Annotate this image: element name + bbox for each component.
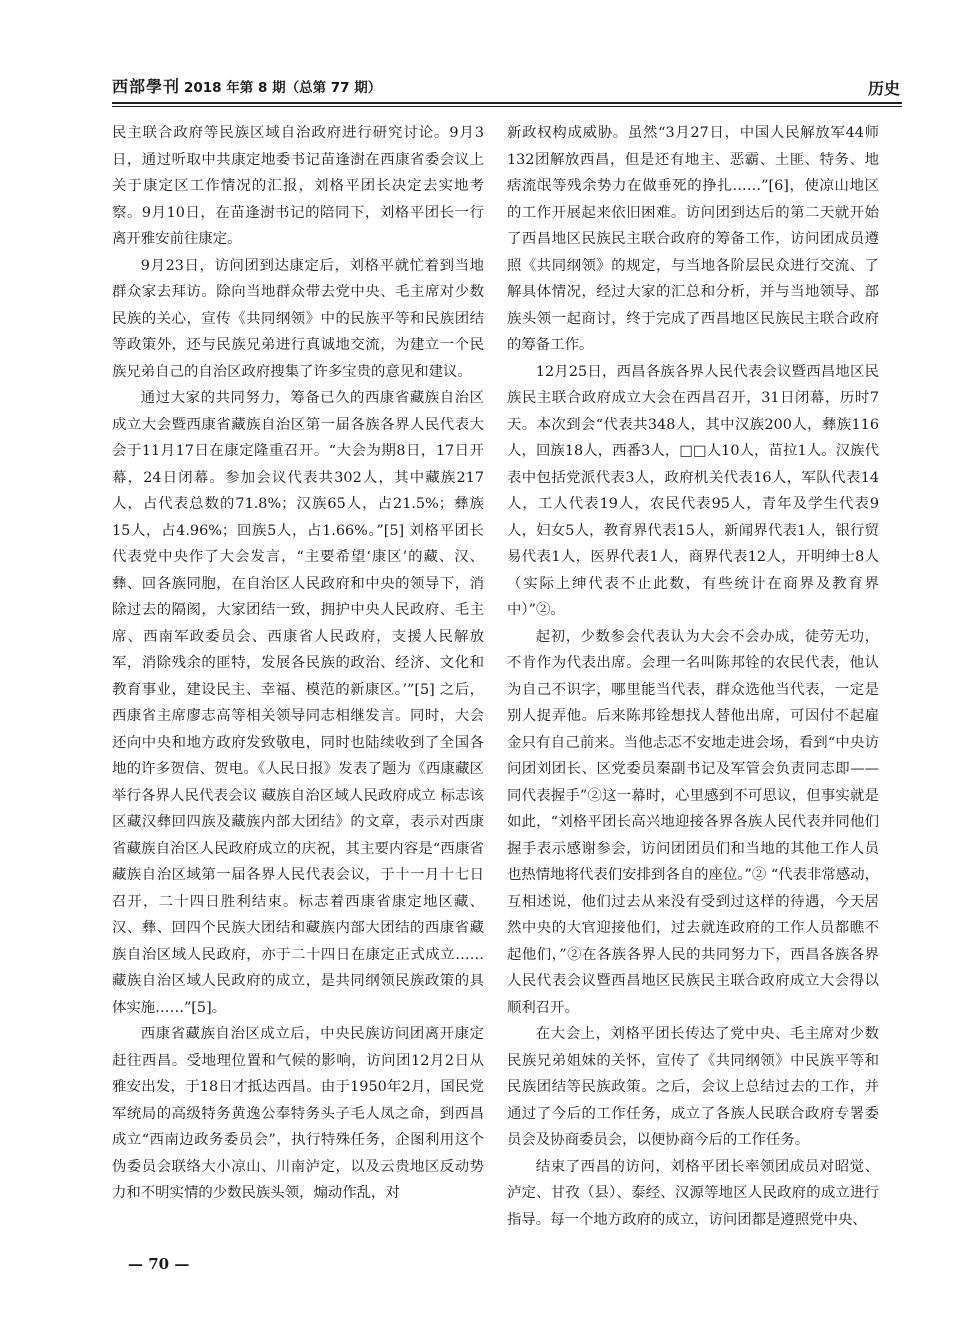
- section-label: 历史: [867, 79, 900, 98]
- paragraph: 结束了西昌的访问，刘格平团长率领团成员对昭觉、泸定、甘孜（县）、泰经、汉源等地区人民政府的成立进行指导。每一个地方政府的成立，访问团都是遵照党中央、: [507, 1158, 879, 1228]
- journal-logo: 西部學刊: [112, 77, 181, 96]
- left-column: [112, 120, 484, 1207]
- paragraph: 9月23日，访问团到达康定后，刘格平就忙着到当地群众家去拜访。除向当地群众带去党中央、毛主席对少数民族的关心，宣传《共同纲领》中的民族平等和民族团结等政策外，还与民族兄弟进行真诚地交流，为建立一个民族兄弟自己的自治区政府搜集了许多宝贵的意见和建议。: [112, 257, 484, 380]
- page-header: [112, 74, 900, 102]
- paragraph: 西康省藏族自治区成立后，中央民族访问团离开康定赶往西昌。受地理位置和气候的影响，访问团12月2日从雅安出发，于18日才抵达西昌。由于1950年2月，国民党军统局的高级特务黄逸公奉特务头子毛人凤之命，到西昌成立“西南边政务委员会”，执行特殊任务，企图利用这个伪委员会联络大小凉山、川南泸定，以及云贵地区反动势力和不明实情的少数民族头领，煽动作乱，对: [112, 1026, 484, 1201]
- issue-info: 2018 年第 8 期（总第 77 期）: [184, 80, 382, 96]
- header-rule: [112, 102, 902, 104]
- paragraph: 12月25日，西昌各族各界人民代表会议暨西昌地区民族民主联合政府成立大会在西昌召开，31日闭幕，历时7天。本次到会“代表共348人，其中汉族200人，彝族116人，回族18人，西番3人，□□人10人，苗拉1人。汉族代表中包括党派代表3人，政府机关代表16人，军队代表14人，工人代表19人，农民代表95人，青年及学生代表9人，妇女5人，教育界代表15人，新闻界代表1人，银行贸易代表1人，医界代表1人，商界代表12人，开明绅士8人（实际上绅代表不止此数，有些统计在商界及教育界中）”②。: [507, 363, 879, 618]
- page-number: — 70 —: [128, 1255, 190, 1273]
- paragraph: 在大会上，刘格平团长传达了党中央、毛主席对少数民族兄弟姐妹的关怀，宣传了《共同纲领》中民族平等和民族团结等民族政策。之后，会议上总结过去的工作，并通过了今后的工作任务，成立了各族人民联合政府专署委员会及协商委员会，以便协商今后的工作任务。: [507, 1026, 879, 1148]
- header-rule-thin: [112, 106, 902, 107]
- paragraph: 新政权构成威胁。虽然“3月27日，中国人民解放军44师132团解放西昌，但是还有地主、恶霸、土匪、特务、地痞流氓等残余势力在做垂死的挣扎……”[6]，使凉山地区的工作开展起来依旧困难。访问团到达后的第二天就开始了西昌地区民族民主联合政府的筹备工作，访问团成员遵照《共同纲领》的规定，与当地各阶层民众进行交流、了解具体情况，经过大家的汇总和分析，并与当地领导、部族头领一起商讨，终于完成了西昌地区民族民主联合政府的筹备工作。: [507, 125, 879, 353]
- right-column: [507, 120, 879, 1233]
- paragraph: 民主联合政府等民族区域自治政府进行研究讨论。9月3日，通过听取中共康定地委书记苗逢澍在西康省委会议上关于康定区工作情况的汇报，刘格平团长决定去实地考察。9月10日，在苗逢澍书记的陪同下，刘格平团长一行离开雅安前往康定。: [112, 125, 484, 247]
- paragraph: 通过大家的共同努力，筹备已久的西康省藏族自治区成立大会暨西康省藏族自治区第一届各族各界人民代表大会于11月17日在康定隆重召开。“大会为期8日，17日开幕，24日闭幕。参加会议代表共302人，其中藏族217人，占代表总数的71.8%；汉族65人，占21.5%；彝族15人，占4.96%；回族5人，占1.66%。”[5] 刘格平团长代表党中央作了大会发言，“主要希望‘康区’的藏、汉、彝、回各族同胞，在自治区人民政府和中央的领导下，消除过去的隔阂，大家团结一致，拥护中央人民政府、毛主席、西南军政委员会、西康省人民政府，支援人民解放军，消除残余的匪特，发展各民族的政治、经济、文化和教育事业，建设民主、幸福、模范的新康区。’”[5] 之后，西康省主席廖志高等相关领导同志相继发言。同时，大会还向中央和地方政府发致敬电，同时也陆续收到了全国各地的许多贺信、贺电。《人民日报》发表了题为《西康藏区举行各界人民代表会议 藏族自治区域人民政府成立 标志该区藏汉彝回四族及藏族内部大团结》的文章，表示对西康省藏族自治区人民政府成立的庆祝，其主要内容是“西康省藏族自治区域第一届各界人民代表会议，于十一月十七日召开，二十四日胜利结束。标志着西康省康定地区藏、汉、彝、回四个民族大团结和藏族内部大团结的西康省藏族自治区域人民政府，亦于二十四日在康定正式成立……藏族自治区域人民政府的成立，是共同纲领民族政策的具体实施……”[5]。: [112, 390, 484, 1016]
- paragraph: 起初，少数参会代表认为大会不会办成，徒劳无功，不肯作为代表出席。会理一名叫陈邦铨的农民代表，他认为自己不识字，哪里能当代表，群众选他当代表，一定是别人捉弄他。后来陈邦铨想找人替他出席，可因付不起雇金只有自己前来。当他忐忑不安地走进会场，看到“中央访问团刘团长、区党委员秦副书记及军管会负责同志即——同代表握手”②这一幕时，心里感到不可思议，但事实就是如此，“刘格平团长高兴地迎接各界各族人民代表并同他们握手表示感谢参会，访问团团员们和当地的其他工作人员也热情地将代表们安排到各自的座位。”② “代表非常感动，互相述说，他们过去从来没有受到过这样的待遇，今天居然中央的大官迎接他们，过去就连政府的工作人员都瞧不起他们，”②在各族各界人民的共同努力下，西昌各族各界人民代表会议暨西昌地区民族民主联合政府成立大会得以顺利召开。: [507, 628, 879, 1016]
